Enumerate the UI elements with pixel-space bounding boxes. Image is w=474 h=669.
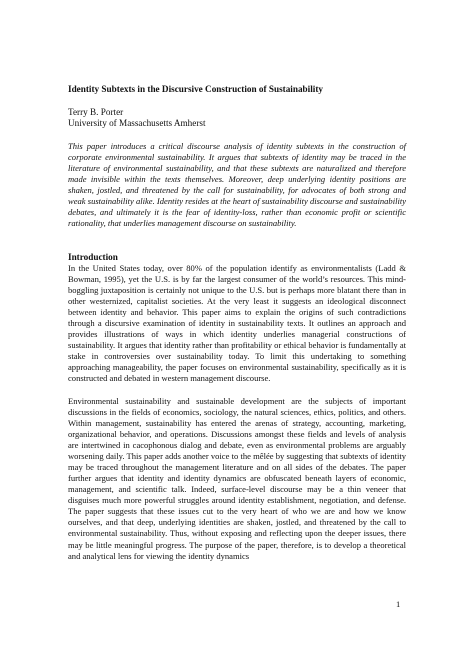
author-affiliation: University of Massachusetts Amherst: [68, 118, 206, 128]
abstract: This paper introduces a critical discourse analysis of identity subtexts in the construction of corporate environmental sustainability. It argues that subtexts of identity may be traced in the literature of environmental sustainability, and that these subtexts are naturalized and therefore made invisible within the texts themselves. Moreover, deep underlying identity positions are shaken, jostled, and threatened by the call for sustainability, for advocates of both strong and weak sustainability alike. Identity resides at the heart of sustainability discourse and sustainability debates, and ultimately it is the fear of identity-loss, rather than economic profit or scientific rationality, that underlies management discourse on sustainability.: [68, 141, 406, 229]
page-number: 1: [396, 599, 401, 609]
paragraph: In the United States today, over 80% of the population identify as environmentalists (Ladd & Bowman, 1995), yet the U.S. is by far the largest consumer of the world’s resources. This mind-boggling juxtaposition is certainly not unique to the U.S. but is perhaps more blatant there than in other westernized, capitalist societies. At the very least it suggests an ideological disconnect between identity and behavior. This paper aims to explain the origins of such contradictions through a discursive examination of identity in sustainability texts. It outlines an approach and provides illustrations of ways in which identity underlies managerial constructions of sustainability. It argues that identity rather than profitability or ethical behavior is fundamentally at stake in controversies over sustainability today. To limit this undertaking to something approaching manageability, the paper focuses on environmental sustainability, specifically as it is constructed and debated in western management discourse.: [68, 263, 406, 384]
section-heading-introduction: Introduction: [68, 252, 118, 263]
paper-title: Identity Subtexts in the Discursive Construction of Sustainability: [68, 84, 323, 94]
page-content: [68, 84, 406, 574]
paragraph: Environmental sustainability and sustainable development are the subjects of important discussions in the fields of economics, sociology, the natural sciences, ethics, politics, and others. Within management, sustainability has entered the arenas of strategy, accounting, marketing, organizational behavior, and operations. Discussions amongst these fields and levels of analysis are intertwined in cacophonous dialog and debate, even as environmental problems are arguably worsening daily. This paper adds another voice to the mêlée by suggesting that subtexts of identity may be traced throughout the management literature and on all sides of the debates. The paper further argues that identity and identity dynamics are obfuscated beneath layers of economic, management, and scientific talk. Indeed, surface-level discourse may be a thin veneer that disguises much more powerful struggles around identity establishment, negotiation, and defense. The paper suggests that these issues cut to the very heart of who we are and how we know ourselves, and that deep, underlying identities are shaken, jostled, and threatened by the call to environmental sustainability. Thus, without exposing and reflecting upon the deeper issues, there may be little meaningful progress. The purpose of the paper, therefore, is to develop a theoretical and analytical lens for viewing the identity dynamics: [68, 396, 406, 561]
author-name: Terry B. Porter: [68, 107, 124, 117]
